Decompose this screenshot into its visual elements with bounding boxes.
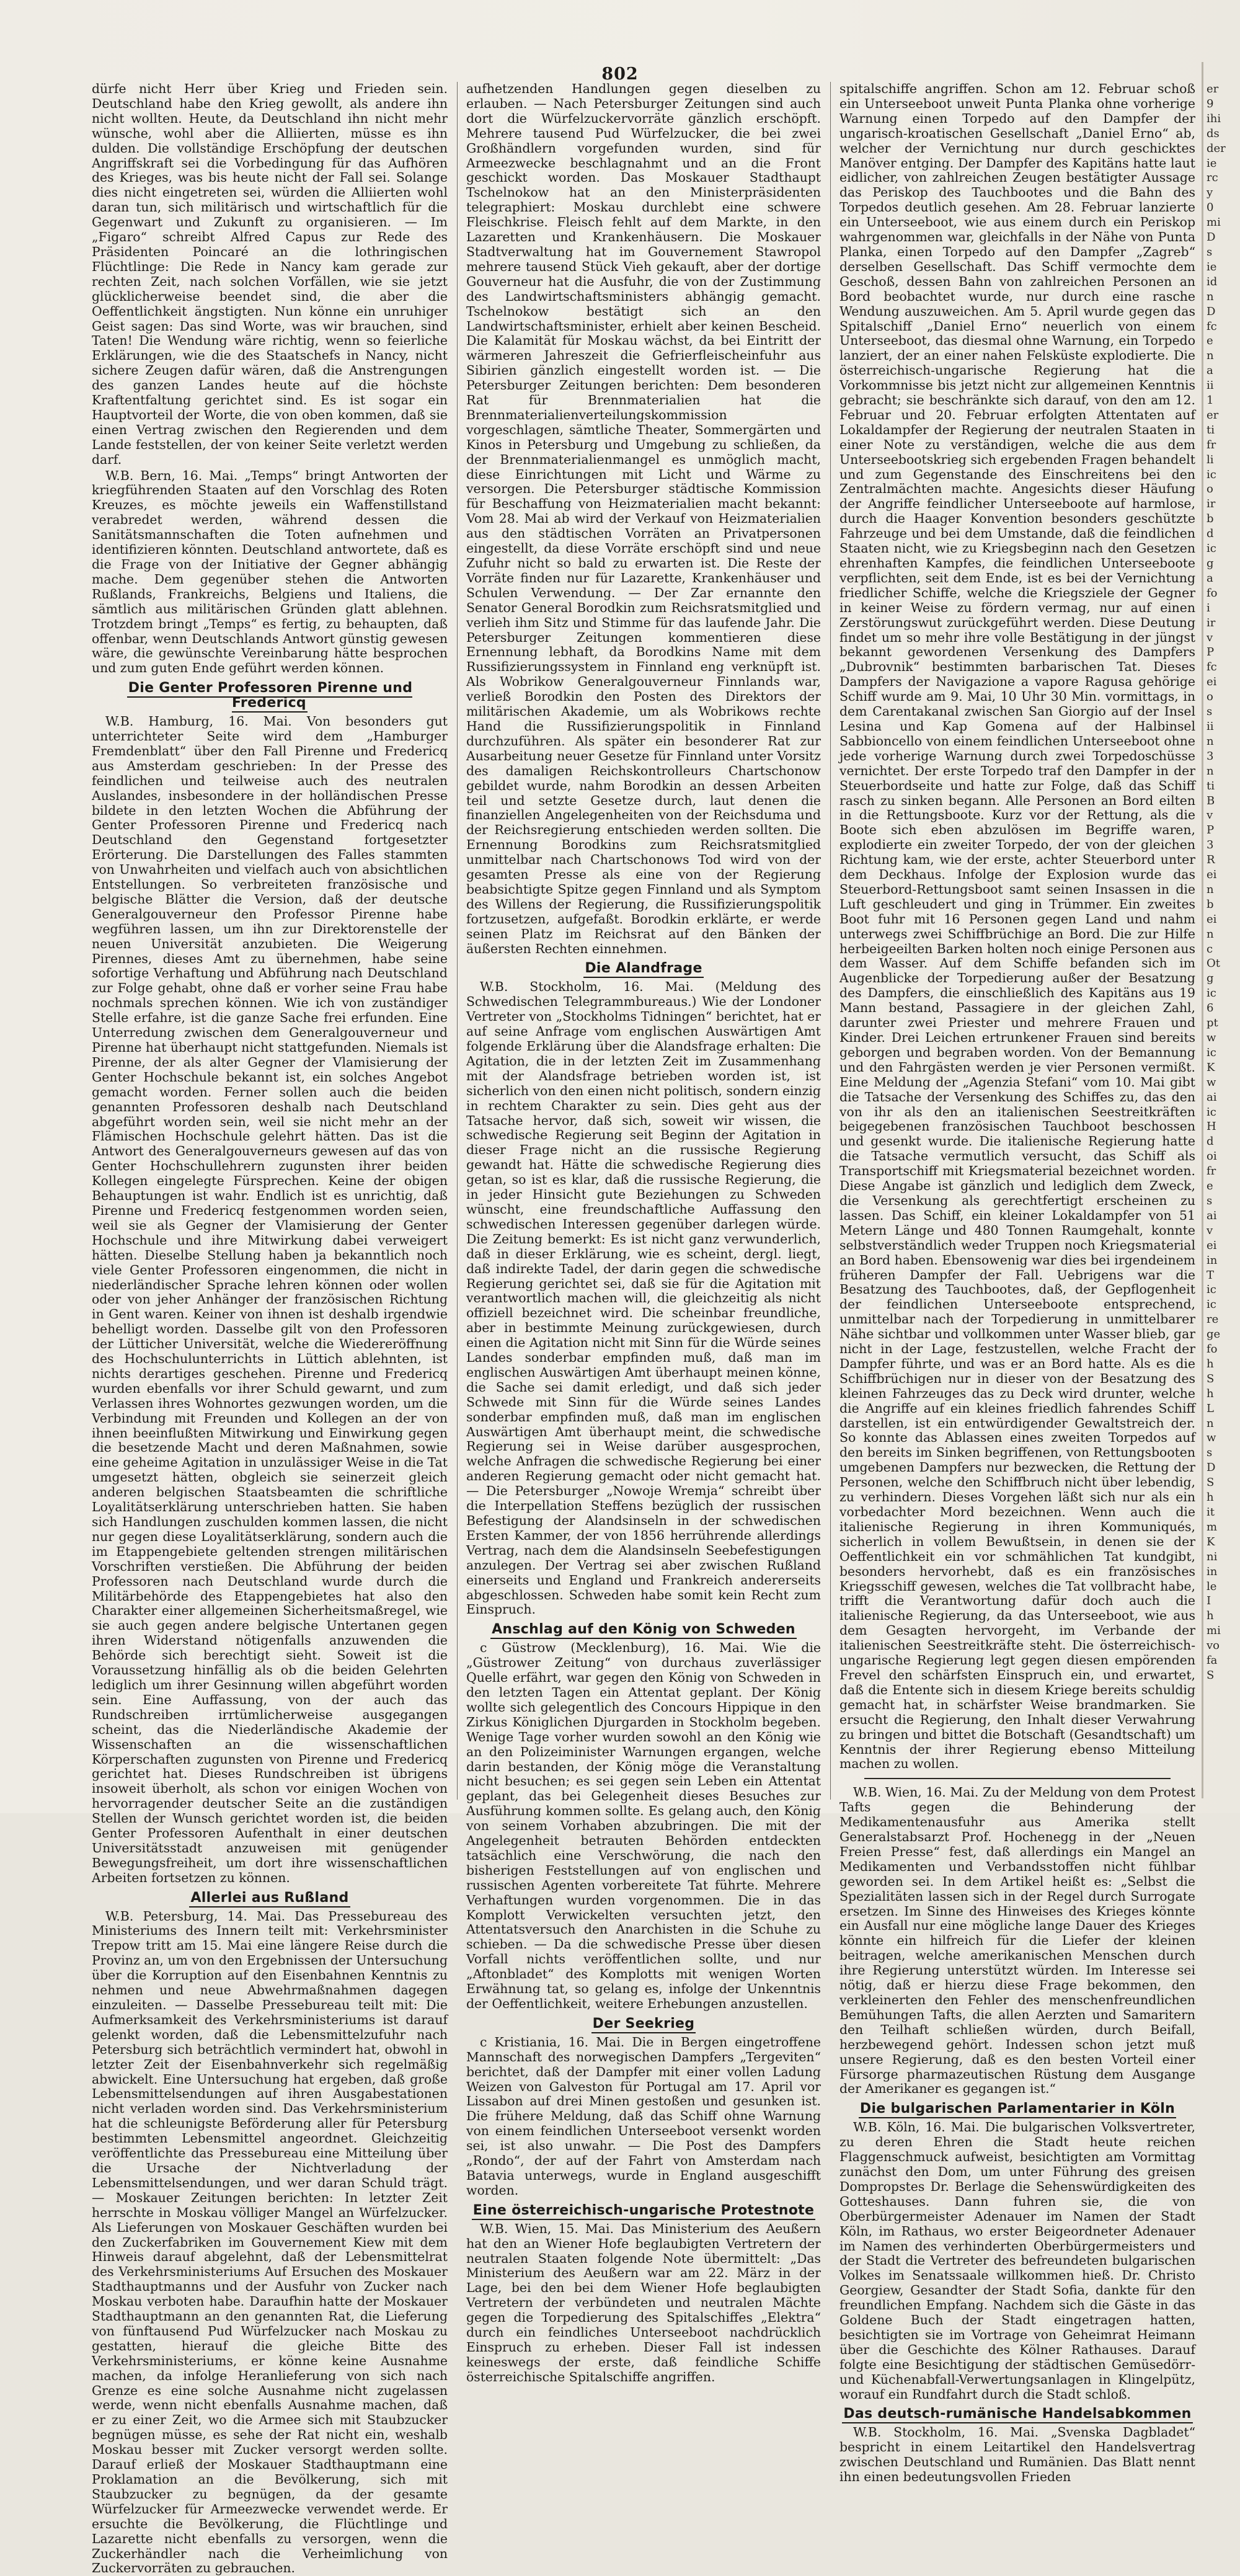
page-number: 802 [601, 64, 639, 84]
edge-fragment: ie [1207, 260, 1217, 273]
edge-fragment: s [1207, 1194, 1213, 1207]
edge-fragment: s [1207, 245, 1213, 259]
heading-text: Allerlei aus Rußland [189, 1890, 350, 1908]
edge-fragment: it [1207, 1506, 1215, 1519]
edge-fragment: 0 [1207, 201, 1214, 215]
paragraph: W.B. Stockholm, 16. Mai. (Meldung des Schwedischen Telegrammbureaus.) Wie der Londoner Vertreter von „Stockholms Tidningen“ berichtet, hat er auf seine Anfrage vom englischen Auswärtigen Amt folgende Erklärung über die Alandsfrage erhalten: Die Agitation, die in der letzten Zeit im Zusammenhang mit der Alandsfrage betrieben worden ist, ist sicherlich von den einen nicht politisch, sondern einzig in rechtem Charakter zu sein. Dies geht aus der Tatsache hervor, daß sich, soweit wir wissen, die schwedische Regierung seit Beginn der Agitation in dieser Frage nicht an die russische Regierung gewandt hat. Hätte die schwedische Regierung dies getan, so ist es klar, daß die russische Regierung, die in jeder Hinsicht gute Beziehungen zu Schweden wünscht, eine freundschaftliche Auffassung den schwedischen Interessen gegenüber darlegen würde. Die Zeitung bemerkt: Es ist nicht ganz verwunderlich, daß in dieser Erklärung, wie es scheint, dergl. liegt, daß indirekte Tadel, der darin gegen die schwedische Regierung gerichtet sei, daß sie für die Agitation mit verantwortlich machen will, die gleichzeitig als nicht offiziell bezeichnet wird. Die scheinbar freundliche, aber in bestimmte Meinung zurückgewiesen, durch einen die Agitation nicht mit Sinn für die Würde seines Landes sonderbar empfinden muß, daß man im englischen Auswärtigen Amt überhaupt meinen könne, die Sache sei damit erledigt, und daß sich jeder Schwede mit Sinn für die Würde seines Landes sonderbar empfinden muß, daß man im englischen Auswärtigen Amt überhaupt meint, die schwedische Regierung sei in Weise darüber ausgesprochen, welche Anfragen die schwedische Regierung bei einer anderen Regierung gemacht oder nicht gemacht hat. — Die Petersburger „Nowoje Wremja“ schreibt über die Interpellation Steffens bezüglich der russischen Befestigung der Alandsinseln in der schwedischen Ersten Kammer, der von 1856 herrührende allerdings Vertrag, nach dem die Alandsinseln Seebefestigungen anzulegen. Der Vertrag sei aber zwischen Rußland einerseits und England und Frankreich andererseits abgeschlossen. Schweden habe somit kein Recht zum Einspruch. [466, 979, 821, 1617]
edge-fragment: v [1207, 809, 1213, 822]
edge-fragment: n [1207, 882, 1214, 896]
edge-fragment: c [1207, 942, 1213, 956]
edge-fragment: s [1207, 1446, 1213, 1460]
edge-fragment: b [1207, 897, 1214, 911]
edge-fragment: n [1207, 734, 1214, 748]
edge-fragment: 6 [1207, 1002, 1214, 1015]
column-1 [92, 81, 448, 2576]
edge-fragment: n [1207, 764, 1214, 778]
edge-fragment: rc [1207, 171, 1218, 185]
paragraph: W.B. Hamburg, 16. Mai. Von besonders gut unterrichteter Seite wird dem „Hamburger Fremdenblatt“ über den Fall Pirenne und Fredericq aus Amsterdam geschrieben: In der Presse des feindlichen und teilweise auch des neutralen Auslandes, insbesondere in der holländischen Presse bildete in den letzten Wochen die Abführung der Genter Professoren Pirenne und Fredericq nach Deutschland den Gegenstand fortgesetzter Erörterung. Die Darstellungen des Falles stammten von Unwahrheiten und vielfach auch von absichtlichen Entstellungen. So verbreiteten französische und belgische Blätter die Version, daß der deutsche Generalgouverneur den Professor Pirenne habe wegführen lassen, um ihn zur Direktorenstelle der neuen Universität anzubieten. Die Weigerung Pirennes, dieses Amt zu übernehmen, habe seine sofortige Verhaftung und Abführung nach Deutschland zur Folge gehabt, ohne daß er vorher seine Frau habe nochmals sprechen können. Wie ich von zuständiger Stelle erfahre, ist die ganze Sache frei erfunden. Eine Unterredung zwischen dem Generalgouverneur und Pirenne hat überhaupt nicht stattgefunden. Niemals ist Pirenne, der als alter Gegner der Vlamisierung der Genter Hochschule bekannt ist, ein solches Angebot gemacht worden. Ferner sollen auch die beiden genannten Professoren deshalb nach Deutschland abgeführt worden sein, weil sie nicht mehr an der Flämischen Hochschule gelehrt hätten. Das ist die Antwort des Generalgouverneurs gewesen auf das von Genter Hochschullehrern zugunsten ihrer beiden Kollegen eingelegte Fürsprechen. Keine der obigen Behauptungen ist wahr. Endlich ist es unrichtig, daß Pirenne und Fredericq festgenommen worden seien, weil sie als Gegner der Vlamisierung der Genter Hochschule und ihre Mitwirkung dabei verweigert hätten. Dieselbe Stellung haben ja bekanntlich noch viele Genter Professoren eingenommen, die nicht in niederländischer Sprache lehren können oder wollen oder von jeher Anhänger der französischen Richtung in Gent waren. Keiner von ihnen ist deshalb irgendwie behelligt worden. Dasselbe gilt von den Professoren der Lütticher Universität, welche die Wiedereröffnung des Hochschulunterrichts in Lüttich ablehnten, ist nichts derartiges geschehen. Pirenne und Fredericq wurden ebenfalls vor ihrer Schuld gewarnt, und zum Verlassen ihres Wohnortes gezwungen worden, um die Verbindung mit Freunden und Kollegen an der von ihnen beeinflußten Mitwirkung und Einwirkung gegen die besetzende Macht und deren Maßnahmen, sowie eine geheime Agitation in unzulässiger Weise in die Tat umgesetzt hätten, obgleich sie seinerzeit gleich anderen belgischen Staatsbeamten die schriftliche Loyalitätserklärung unterschrieben hatten. Sie haben sich Handlungen zuschulden kommen lassen, die nicht nur gegen diese Loyalitätserklärung, sondern auch die im Etappengebiete geltenden strengen militärischen Vorschriften verstießen. Die Abführung der beiden Professoren nach Deutschland wurde durch die Militärbehörde des Etappengebietes hat also den Charakter einer allgemeinen Sicherheitsmaßregel, wie sie auch gegen andere belgische Untertanen gegen ihren Widerstand nötigenfalls anzuwenden die Behörde sich berechtigt sieht. Soweit ist die Voraussetzung hinfällig als ob die beiden Gelehrten lediglich um ihrer Gesinnung willen abgeführt worden sein. Eine Auffassung, von der auch das Rundschreiben irrtümlicherweise ausgegangen scheint, das die Niederländische Akademie der Wissenschaften an die wissenschaftlichen Körperschaften zugunsten von Pirenne und Fredericq gerichtet hat. Dieses Rundschreiben ist übrigens insoweit überholt, als schon vor einigen Wochen von hervorragender deutscher Seite an die zuständigen Stellen der Wunsch gerichtet worden ist, die beiden Genter Professoren Aufenthalt in einer deutschen Universitätsstadt anzuweisen mit genügender Bewegungsfreiheit, um dort ihre wissenschaftlichen Arbeiten fortsetzen zu können. [92, 714, 448, 1885]
edge-fragment: S [1207, 1476, 1215, 1490]
edge-fragment: mi [1207, 216, 1221, 229]
edge-fragment: e [1207, 334, 1213, 348]
edge-fragment: ei [1207, 868, 1217, 882]
edge-fragment: fa [1207, 1654, 1218, 1668]
edge-fragment: n [1207, 927, 1214, 941]
paragraph: W.B. Stockholm, 16. Mai. „Svenska Dagbladet“ bespricht in einem Leitartikel den Handelsvertrag zwischen Deutschland und Rumänien. Das Blatt nennt ihn einen bedeutungsvollen Frieden [839, 2425, 1195, 2485]
edge-fragment: d [1207, 1135, 1214, 1148]
heading-text: Die Alandfrage [583, 961, 703, 978]
edge-fragment: n [1207, 290, 1214, 303]
section-heading [466, 2203, 821, 2218]
heading-text: Anschlag auf den König von Schweden [490, 1622, 797, 1639]
edge-fragment: li [1207, 453, 1214, 466]
edge-fragment: Ot [1207, 957, 1220, 970]
edge-fragment: K [1207, 1535, 1215, 1548]
edge-fragment: D [1207, 231, 1216, 244]
edge-fragment: fo [1207, 586, 1218, 600]
edge-fragment: I [1207, 1594, 1211, 1608]
edge-fragment: i [1207, 601, 1210, 615]
edge-fragment: 3 [1207, 749, 1214, 763]
edge-fragment: D [1207, 1461, 1216, 1475]
edge-fragment: o [1207, 482, 1213, 496]
edge-fragment: fc [1207, 319, 1217, 333]
edge-fragment: 1 [1207, 394, 1214, 407]
edge-fragment: ir [1207, 497, 1216, 511]
edge-fragment: fc [1207, 660, 1217, 674]
edge-fragment: e [1207, 1179, 1213, 1193]
separator-rule [864, 1778, 1171, 1779]
paragraph: W.B. Wien, 16. Mai. Zu der Meldung von dem Protest Tafts gegen die Behinderung der Medikamentenausfuhr aus Amerika stellt Generalstabsarzt Prof. Hochenegg in der „Neuen Freien Presse“ fest, daß allerdings ein Mangel an Medikamenten und Verbandsstoffen nicht fühlbar geworden sei. In dem Artikel heißt es: „Selbst die Spezialitäten lassen sich in der Regel durch Surrogate ersetzen. Im Sinne des Hinweises des Krieges könnte ein Ausfall nur eine mögliche lange Dauer des Krieges könnte ein hilfreich für die Liefer der kleinen beitragen, welche amerikanischen Menschen durch ihre Regierung unterstützt würden. Im Interesse sei nötig, daß er hierzu diese Frage bekommen, den verkleinerten den Fehler des menschenfreundlichen Bemühungen Tafts, die allen Aerzten und Samaritern den Teilhaft schließen würden, durch Beifall, herzbewegend gehört. Indessen schon jetzt muß unsere Regierung, daß es den besten Vorteil einer Fürsorge pharmazeutischen Rüstung dem Ausgange der Amerikaner es gegangen ist.“ [839, 1785, 1195, 2097]
edge-fragment: s [1207, 705, 1213, 719]
edge-fragment: ti [1207, 779, 1215, 793]
edge-fragment: in [1207, 1565, 1218, 1578]
edge-fragment: H [1207, 1120, 1216, 1134]
paragraph: aufhetzenden Handlungen gegen dieselben zu erlauben. — Nach Petersburger Zeitungen sind auch dort die Würfelzuckervorräte gänzlich erschöpft. Mehrere tausend Pud Würfelzucker, die bei zwei Großhändlern vorgefunden wurden, sind für Armeezwecke beschlagnahmt und an die Front geschickt worden. Das Moskauer Stadthaupt Tschelnokow hat an den Ministerpräsidenten telegraphiert: Moskau durchlebt eine schwere Fleischkrise. Fleisch fehlt auf dem Markte, in den Lazaretten und Krankenhäusern. Die Moskauer Stadtverwaltung hat im Gouvernement Stawropol mehrere tausend Stück Vieh gekauft, aber der dortige Gouverneur hat die Ausfuhr, die von der Zustimmung des Landwirtschaftsministers abhängig gemacht. Tschelnokow bestätigt sich an den Landwirtschaftsminister, erhielt aber keinen Bescheid. Die Kalamität für Moskau wächst, da bei Eintritt der wärmeren Jahreszeit die Gefrierfleischeinfuhr aus Sibirien gänzlich eingestellt worden ist. — Die Petersburger Zeitungen berichten: Dem besonderen Rat für Brennmaterialien hat die Brennmaterialienverteilungskommission vorgeschlagen, sämtliche Theater, Sommergärten und Kinos in Petersburg und Umgebung zu schließen, da der Brennmaterialienmangel es unmöglich macht, diese Einrichtungen mit Licht und Wärme zu versorgen. Die Petersburger städtische Kommission für Beschaffung von Heizmaterialien macht bekannt: Vom 28. Mai ab wird der Verkauf von Heizmaterialien aus den städtischen Vorräten an Privatpersonen eingestellt, da diese Vorräte erschöpft sind und neue Zufuhr nicht so bald zu erwarten ist. Die Reste der Vorräte finden nur für Lazarette, Krankenhäuser und Schulen Verwendung. — Der Zar ernannte den Senator General Borodkin zum Reichsratsmitglied und verlieh ihm Sitz und Stimme für das laufende Jahr. Die Petersburger Zeitungen kommentieren diese Ernennung lebhaft, da Borodkins Name mit dem Russifizierungssystem in Finnland eng verknüpft ist. Als Wobrikow Generalgouverneur Finnlands war, verließ Borodkin den Posten des Direktors der militärischen Akademie, um als Wobrikows rechte Hand die Russifizierungspolitik in Finnland durchzuführen. Als später ein besonderer Rat zur Ausarbeitung neuer Gesetze für Finnland unter Vorsitz des damaligen Reichskontrolleurs Chartschonow gebildet wurde, nahm Borodkin an dessen Arbeiten teil und setzte Gesetze durch, laut denen die finanziellen Angelegenheiten von der Reichsduma und der Reichsregierung entschieden werden sollten. Die Ernennung Borodkins zum Reichsratsmitglied unmittelbar nach Chartschonows Tod wird von der gesamten Presse als eine von der Regierung beabsichtigte Spitze gegen Finnland und als Symptom des Willens der Regierung, die Russifizierungspolitik fortzusetzen, aufgefaßt. Borodkin erklärte, er werde seinen Platz im Reichsrat auf den Bänken der äußersten Rechten einnehmen. [466, 81, 821, 956]
paragraph: c Kristiania, 16. Mai. Die in Bergen eingetroffene Mannschaft des norwegischen Dampfers „Tergeviten“ berichtet, daß der Dampfer mit einer vollen Ladung Weizen von Galveston für Portugal am 17. April vor Lissabon auf drei Minen gestoßen und gesunken ist. Die frühere Meldung, daß das Schiff ohne Warnung von einem feindlichen Unterseeboot versenkt worden sei, ist also unwahr. — Die Post des Dampfers „Rondo“, der auf der Fahrt von Amsterdam nach Batavia unterwegs, wurde in England ausgeschifft worden. [466, 2034, 821, 2198]
edge-fragment: er [1207, 82, 1219, 95]
edge-fragment: ic [1207, 1105, 1216, 1119]
edge-fragment: w [1207, 1075, 1216, 1089]
edge-fragment: T [1207, 1268, 1215, 1282]
edge-fragment: m [1207, 1520, 1218, 1534]
edge-fragment: h [1207, 1357, 1214, 1370]
edge-fragment: ai [1207, 1209, 1217, 1222]
heading-text: Das deutsch-rumänische Handelsabkommen [842, 2406, 1192, 2423]
edge-fragment: ei [1207, 675, 1217, 689]
section-heading [92, 681, 448, 711]
paragraph: spitalschiffe angriffen. Schon am 12. Februar schoß ein Unterseeboot unweit Punta Planka ohne vorherige Warnung einen Torpedo auf den Dampfer der ungarisch-kroatischen Gesellschaft „Daniel Erno“ ab, welcher der Vernichtung nur durch geschicktes Manöver entging. Der Dampfer des Kapitäns hatte laut eidlicher, von zahlreichen Zeugen bestätigter Aussage das Periskop des Tauchbootes und die Bahn des Torpedos deutlich gesehen. Am 28. Februar lanzierte ein Unterseeboot, wie aus einem durch ein Periskop wahrgenommen war, gleichfalls in der Nähe von Punta Planka, einen Torpedo auf den Dampfer „Zagreb“ derselben Gesellschaft. Das Schiff vermochte dem Geschoß, dessen Bahn von zahlreichen Personen an Bord beobachtet wurde, nur durch eine rasche Wendung auszuweichen. Am 5. April wurde gegen das Spitalschiff „Daniel Erno“ neuerlich von einem Unterseeboot, das diesmal ohne Warnung, ein Torpedo lanziert, der an einer nahen Felsküste explodierte. Die österreichisch-ungarische Regierung hat die Vorkommnisse bis jetzt nicht zur allgemeinen Kenntnis gebracht; sie beschränkte sich darauf, von den am 12. Februar und 20. Februar erfolgten Attentaten auf Lokaldampfer der Regierung der neutralen Staaten in einer Note zu verständigen, welche die aus dem Unterseebootskrieg sich ergebenden Fragen behandelt und zum Gegenstande des Einschreitens bei den Zentralmächten machte. Angesichts dieser Häufung der Angriffe feindlicher Unterseeboote auf harmlose, durch die Haager Konvention besonders geschützte Fahrzeuge und bei dem Umstande, daß die feindlichen Staaten nicht, wie zu Kriegsbeginn nach den Gesetzen ehrenhaften Kampfes, die feindlichen Unterseeboote verpflichten, seit dem Ende, ist es bei der Vernichtung friedlicher Schiffe, welche die Kriegsziele der Gegner in keiner Weise zu fördern vermag, nur auf einen Zerstörungswut zurückgeführt werden. Diese Deutung findet um so mehr ihre volle Bestätigung in der jüngst bekannt gewordenen Versenkung des Dampfers „Dubrovnik“ bestimmten barbarischen Tat. Dieses Dampfers der Navigazione a vapore Ragusa gehörige Schiff wurde am 9. Mai, 10 Uhr 30 Min. vormittags, in dem Carentakanal zwischen San Giorgio auf der Insel Lesina und Kap Gomena auf der Halbinsel Sabbioncello von einem feindlichen Unterseeboot ohne jede vorherige Warnung durch zwei Torpedoschüsse vernichtet. Der erste Torpedo traf den Dampfer in der Steuerbordseite und hatte zur Folge, daß das Schiff rasch zu sinken begann. Alle Personen an Bord eilten in die Rettungsboote. Kurz vor der Rettung, als die Boote sich eben abzulösen im Begriffe waren, explodierte ein zweiter Torpedo, der von der gleichen Richtung kam, wie der erste, achter Steuerbord unter dem Deckhaus. Infolge der Explosion wurde das Steuerbord-Rettungsboot samt seinen Insassen in die Luft geschleudert und ging in Trümmer. Ein zweites Boot fuhr mit 16 Personen gegen Land und nahm unterwegs zwei Schiffbrüchige an Bord. Die zur Hilfe herbeigeeilten Barken holten noch einige Personen aus dem Wasser. Auf dem Schiffe befanden sich im Augenblicke der Torpedierung außer der Besatzung des Dampfers, die einschließlich des Kapitäns aus 19 Mann bestand, Passagiere in der gleichen Zahl, darunter zwei Priester und mehrere Frauen und Kinder. Drei Leichen ertrunkener Frauen sind bereits geborgen und begraben worden. Von der Bemannung und den Fahrgästen werden je vier Personen vermißt. Eine Meldung der „Agenzia Stefani“ vom 10. Mai gibt die Tatsache der Versenkung des Schiffes zu, das den von ihr als den an italienischen Seestreitkräften beigegebenen französischen Tauchboot beschossen und gesenkt wurde. Die italienische Regierung hatte die Tatsache vermutlich versucht, das Schiff als Transportschiff mit Kriegsmaterial bezeichnet worden. Diese Angabe ist gänzlich und lediglich dem Zweck, die Versenkung als gerechtfertigt erscheinen zu lassen. Das Schiff, ein kleiner Lokaldampfer von 51 Metern Länge und 480 Tonnen Raumgehalt, konnte selbstverständlich weder Truppen noch Kriegsmaterial an Bord haben. Ebensowenig war dies bei irgendeinem früheren Dampfer der Fall. Uebrigens war die Besatzung des Tauchbootes, daß, der Gepflogenheit der feindlichen Unterseeboote entsprechend, unmittelbar nach der Torpedierung in unmittelbarer Nähe sichtbar und vollkommen unter Wasser blieb, gar nicht in der Lage, festzustellen, welche Fracht der Dampfer führte, und was er an Bord hatte. Als es die Schiffbrüchigen nur in dieser von der Besatzung des kleinen Fahrzeuges das zu Deck wird drunter, welche die Angriffe auf ein kleines friedlich fahrendes Schiff darstellen, ist ein entwürdigender Gewaltstreich der. So konnte das Ablassen eines zweiten Torpedos auf den bereits im Sinken begriffenen, von Rettungsbooten umgebenen Dampfers nur bezwecken, die Rettung der Personen, welche den Schiffbruch nicht über lebendig, zu verhindern. Dieses Vorgehen läßt sich nur als ein vorbedachter Mord bezeichnen. Wenn auch die italienische Regierung in ihren Kommuniqués, sicherlich in vollem Bewußtsein, in denen sie der Oeffentlichkeit ein vor schmählichen Tat kundgibt, besonders hervorhebt, daß es ein französisches Kriegsschiff gewesen, welches die Tat vollbracht habe, trifft die Verantwortung dafür doch auch die italienische Regierung, da das Unterseeboot, wie aus dem Gesagten hervorgeht, im Verbande der italienischen Seestreitkräfte steht. Die österreichisch-ungarische Regierung legt gegen diesen empörenden Frevel den schärfsten Einspruch ein, und erwartet, daß die Entente sich in diesem Kriege bereits schuldig gemacht hat, in schärfster Weise brandmarken. Sie ersucht die Regierung, den Inhalt dieser Verwahrung zu bringen und bittet die Botschaft (Gesandtschaft) um Kenntnis der ihrer Regierung ebenso Mitteilung machen zu wollen. [839, 81, 1195, 1772]
edge-fragment: in [1207, 1253, 1218, 1267]
edge-fragment: n [1207, 349, 1214, 363]
edge-fragment: D [1207, 304, 1216, 318]
edge-fragment: ic [1207, 542, 1216, 556]
edge-fragment: id [1207, 275, 1218, 288]
edge-fragment: ihi [1207, 112, 1221, 125]
paragraph: W.B. Bern, 16. Mai. „Temps“ bringt Antworten der kriegführenden Staaten auf den Vorschlag des Roten Kreuzes, es möchte jeweils ein Waffenstillstand verabredet werden, während dessen die Sanitätsmannschaften die Toten aufnehmen und identifizieren könnten. Deutschland antwortete, daß es die Frage von der Initiative der Gegner abhängig mache. Dem gegenüber stehen die Antworten Rußlands, Frankreichs, Belgiens und Italiens, die sämtlich aus militärischen Gründen glatt ablehnen. Trotzdem bringt „Temps“ es fertig, zu behaupten, daß offenbar, wenn Deutschlands Antwort günstig gewesen wäre, die gewünschte Vereinbarung hätte besprochen und zum guten Ende geführt werden können. [92, 468, 448, 676]
adjacent-page-edge [1207, 82, 1240, 1806]
edge-fragment: mi [1207, 1624, 1221, 1638]
edge-fragment: ic [1207, 468, 1216, 481]
edge-fragment: ei [1207, 1238, 1217, 1252]
edge-fragment: B [1207, 794, 1215, 807]
heading-text: Die Genter Professoren Pirenne und Fredericq [127, 680, 413, 713]
edge-fragment: ti [1207, 423, 1215, 437]
edge-fragment: g [1207, 972, 1214, 985]
article-columns [92, 81, 1199, 2576]
edge-fragment: h [1207, 1491, 1214, 1504]
heading-text: Der Seekrieg [591, 2016, 696, 2033]
section-heading [92, 1891, 448, 1906]
edge-fragment: b [1207, 512, 1214, 526]
edge-fragment: h [1207, 1387, 1214, 1400]
edge-fragment: der [1207, 141, 1226, 155]
edge-fragment: v [1207, 631, 1213, 644]
section-heading [466, 2017, 821, 2032]
edge-fragment: d [1207, 527, 1214, 541]
edge-fragment: ds [1207, 127, 1220, 140]
edge-fragment: oi [1207, 1150, 1217, 1163]
heading-text: Eine österreichisch-ungarische Protestnote [472, 2203, 815, 2220]
edge-fragment: P [1207, 646, 1215, 659]
edge-fragment: ic [1207, 1283, 1216, 1297]
edge-fragment: fr [1207, 438, 1216, 451]
edge-fragment: ic [1207, 987, 1216, 1000]
edge-fragment: vo [1207, 1639, 1220, 1653]
paragraph: dürfe nicht Herr über Krieg und Frieden sein. Deutschland habe den Krieg gewollt, als andere ihn nicht wollten. Heute, da Deutschland ihn nicht mehr wünsche, wohl aber die Alliierten, müsse es ihn dulden. Die vollständige Erschöpfung der deutschen Angriffskraft sei die Vorbedingung für das Aufhören des Krieges, was bis heute nicht der Fall sei. Solange dies nicht eingetreten sei, würden die Alliierten wohl daran tun, sich militärisch und wirtschaftlich für die Gegenwart und Zukunft zu organisieren. — Im „Figaro“ schreibt Alfred Capus zur Rede des Präsidenten Poincaré an die lothringischen Flüchtlinge: Die Rede in Nancy kam gerade zur rechten Zeit, nach solchen Vorfällen, wie sie jetzt glücklicherweise beendet sind, die aber die Oeffentlichkeit ängstigten. Nun könne ein unruhiger Geist sagen: Das sind Worte, was wir brauchen, sind Taten! Die Wendung wäre richtig, wenn so feierliche Erklärungen, wie die des Staatschefs in Nancy, nicht sichere Zeugen dafür wären, daß die Anstrengungen des ganzen Landes heute auf die höchste Kraftentfaltung gerichtet sind. Es ist sogar ein Hauptvorteil der Worte, die von oben kommen, daß sie einen Vertrag zwischen den Regierenden und dem Lande feststellen, der von keiner Seite verletzt werden darf. [92, 81, 448, 467]
paragraph: W.B. Petersburg, 14. Mai. Das Pressebureau des Ministeriums des Innern teilt mit: Verkehrsminister Trepow tritt am 15. Mai eine längere Reise durch die Provinz an, um von den Ergebnissen der Untersuchung über die Korruption auf den Eisenbahnen Kenntnis zu nehmen und neue Abwehrmaßnahmen dagegen einzuleiten. — Dasselbe Pressebureau teilt mit: Die Aufmerksamkeit des Verkehrsministeriums ist darauf gelenkt worden, daß die Lebensmittelzufuhr nach Petersburg sich beträchtlich vermindert hat, obwohl in letzter Zeit der Eisenbahnverkehr sich regelmäßig abwickelt. Eine Untersuchung hat ergeben, daß große Lebensmittelsendungen auf ihren Ausgabestationen nicht verladen worden sind. Das Verkehrsministerium hat die schleunigste Beförderung aller für Petersburg bestimmten Lebensmittel angeordnet. Gleichzeitig veröffentlichte das Pressebureau eine Mitteilung über die Ursache der Nichtverladung der Lebensmittelsendungen, und wer daran Schuld trägt. — Moskauer Zeitungen berichten: In letzter Zeit herrschte in Moskau völliger Mangel an Würfelzucker. Als Lieferungen von Moskauer Geschäften wurden bei den Zuckerfabriken im Gouvernement Kiew mit dem Hinweis darauf abgelehnt, daß der Lebensmittelrat des Verkehrsministeriums Auf Ersuchen des Moskauer Stadthauptmanns und der Ausfuhr von Zucker nach Moskau verboten habe. Daraufhin hatte der Moskauer Stadthauptmann an den genannten Rat, die Lieferung von fünftausend Pud Würfelzucker nach Moskau zu gestatten, hierauf die gleiche Bitte des Verkehrsministeriums, er könne keine Ausnahme machen, da infolge Heranlieferung von sich nach Grenze es eine solche Ausnahme nicht zugelassen werde, wenn nicht ebenfalls Ausnahme machen, daß er zu einer Zeit, wo die Armee sich mit Staubzucker begnügen müsse, es sehe der Rat nicht ein, weshalb Moskau besser mit Zucker versorgt werden sollte. Darauf erließ der Moskauer Stadthauptmann eine Proklamation an die Bevölkerung, sich mit Staubzucker zu begnügen, da der gesamte Würfelzucker für Armeezwecke verwendet werde. Er ersuchte die Bevölkerung, die Flüchtlinge und Lazarette nicht ebenfalls zu versorgen, wenn die Zuckerhändler nach die Verheimlichung von Zuckervorräten zu gebrauchen. [92, 1908, 448, 2576]
binding-gutter [1202, 62, 1203, 1798]
edge-fragment: ii [1207, 379, 1214, 393]
edge-fragment: a [1207, 364, 1213, 378]
paragraph: W.B. Wien, 15. Mai. Das Ministerium des Aeußern hat den an Wiener Hofe beglaubigten Vertretern der neutralen Staaten folgende Note übermittelt: „Das Ministerium des Aeußern war am 22. März in der Lage, bei den bei dem Wiener Hofe beglaubigten Vertretern der verbündeten und neutralen Mächte gegen die Torpedierung des Spitalschiffes „Elektra“ durch ein feindliches Unterseeboot nachdrücklich Einspruch zu erheben. Dieser Fall ist indessen keineswegs der erste, daß feindliche Schiffe österreichische Spitalschiffe angriffen. [466, 2221, 821, 2384]
edge-fragment: pt [1207, 1016, 1218, 1030]
edge-fragment: le [1207, 1579, 1217, 1593]
edge-fragment: fo [1207, 1343, 1218, 1356]
edge-fragment: n [1207, 1416, 1214, 1430]
edge-fragment: S [1207, 1668, 1215, 1682]
section-heading [839, 2102, 1195, 2116]
paragraph: W.B. Köln, 16. Mai. Die bulgarischen Volksvertreter, zu deren Ehren die Stadt heute reichen Flaggenschmuck aufweist, besichtigten am Vormittag zunächst den Dom, um unter Führung des greisen Dompropstes Dr. Berlage die Sehenswürdigkeiten des Gotteshauses. Dann fuhren sie, die von Oberbürgermeister Adenauer im Namen der Stadt Köln, im Rathaus, wo erster Beigeordneter Adenauer im Namen des verhinderten Oberbürgermeisters und der Stadt die Vertreter des befreundeten bulgarischen Volkes im Senatssaale willkommen hieß. Dr. Christo Georgiew, Gesandter der Stadt Sofia, dankte für den freundlichen Empfang. Nachdem sich die Gäste in das Goldene Buch der Stadt eingetragen hatten, besichtigten sie im Vortrage von Geheimrat Heimann über die Geschichte des Kölner Rathauses. Darauf folgte eine Besichtigung der städtischen Gemüsedörr- und Küchenabfall-Verwertungsanlagen in Klingelpütz, worauf ein Rundfahrt durch die Stadt schloß. [839, 2120, 1195, 2402]
edge-fragment: 3 [1207, 838, 1214, 852]
edge-fragment: ic [1207, 1298, 1216, 1312]
edge-fragment: R [1207, 853, 1215, 867]
edge-fragment: y [1207, 186, 1213, 200]
paragraph: c Güstrow (Mecklenburg), 16. Mai. Wie die „Güstrower Zeitung“ von durchaus zuverlässiger Quelle erfährt, war gegen den König von Schweden in den letzten Tagen ein Attentat geplant. Der König wollte sich gelegentlich des Concours Hippique in den Zirkus Königlichen Djurgarden in Stockholm begeben. Wenige Tage vorher wurden sowohl an den König wie an den Polizeiminister Warnungen ergangen, welche darin bestanden, der König möge die Veranstaltung nicht besuchen; es sei gegen sein Leben ein Attentat geplant, das bei Gelegenheit dieses Besuches zur Ausführung kommen sollte. Es gelang auch, den König von seinem Vorhaben abzubringen. Die mit der Angelegenheit betrauten Behörden entdeckten tatsächlich eine Verschwörung, die nach den bisherigen Feststellungen auf von englischen und russischen Agenten vorbereitete Tat führte. Mehrere Verhaftungen wurden vorgenommen. Die in das Komplott Verwickelten versuchten jetzt, den Attentatsversuch den Anarchisten in die Schuhe zu schieben. — Da die schwedische Presse über diesen Vorfall nichts veröffentlichen sollte, und nur „Aftonbladet“ des Komplotts mit wenigen Worten Erwähnung tat, so gelang es, infolge der Unkenntnis der Oeffentlichkeit, weitere Erhebungen anzustellen. [466, 1640, 821, 2011]
edge-fragment: fr [1207, 1165, 1216, 1178]
edge-fragment: S [1207, 1372, 1215, 1385]
column-2 [466, 81, 821, 2384]
edge-fragment: ii [1207, 719, 1214, 733]
edge-fragment: ie [1207, 156, 1217, 170]
edge-fragment: re [1207, 1313, 1219, 1326]
section-heading [839, 2407, 1195, 2422]
edge-fragment: a [1207, 571, 1213, 585]
edge-fragment: L [1207, 1401, 1214, 1415]
edge-fragment: ge [1207, 1328, 1221, 1341]
edge-fragment: ic [1207, 1046, 1216, 1059]
edge-fragment: ei [1207, 912, 1217, 926]
edge-fragment: o [1207, 690, 1213, 704]
edge-fragment: w [1207, 1431, 1216, 1445]
edge-fragment: 9 [1207, 97, 1214, 110]
edge-fragment: ni [1207, 1550, 1218, 1563]
edge-fragment: ir [1207, 616, 1216, 629]
column-3 [839, 81, 1195, 2485]
edge-fragment: v [1207, 1224, 1213, 1237]
edge-fragment: K [1207, 1060, 1215, 1074]
edge-fragment: P [1207, 824, 1215, 837]
section-heading [466, 1622, 821, 1637]
edge-fragment: g [1207, 557, 1214, 570]
edge-fragment: ai [1207, 1090, 1217, 1104]
edge-fragment: er [1207, 408, 1219, 422]
heading-text: Die bulgarischen Parlamentarier in Köln [859, 2101, 1176, 2118]
edge-fragment: w [1207, 1031, 1216, 1044]
section-heading [466, 961, 821, 976]
edge-fragment: h [1207, 1609, 1214, 1623]
